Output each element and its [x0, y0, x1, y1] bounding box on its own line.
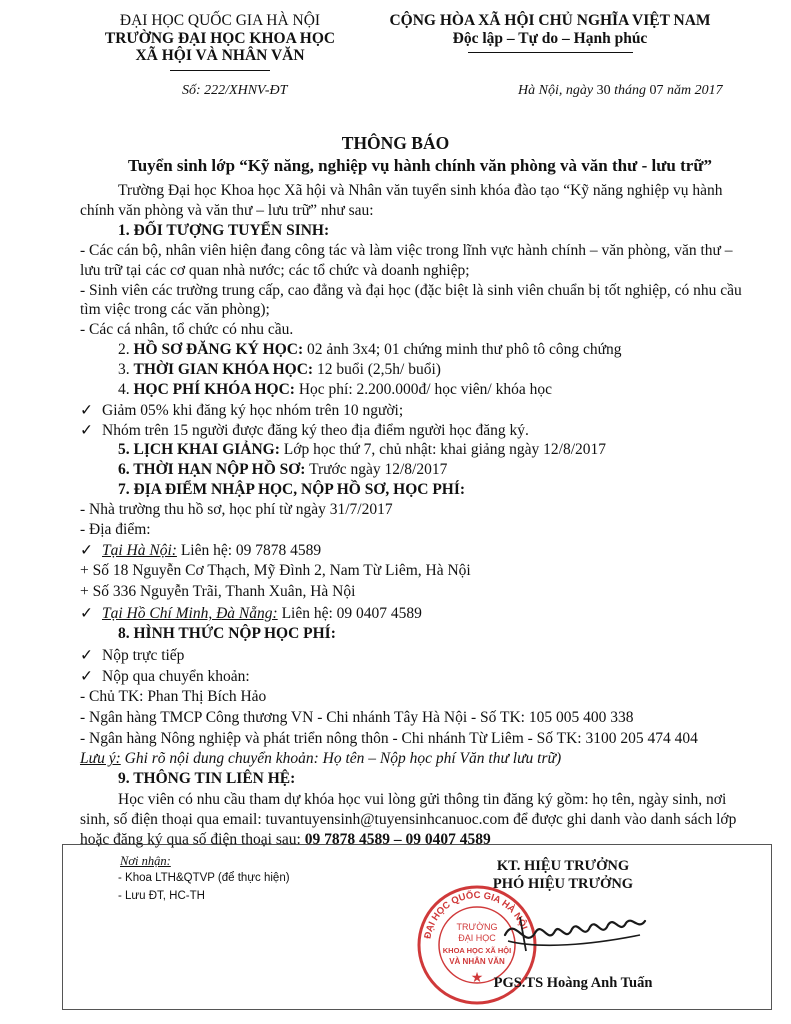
section-9-line-2: sinh, số điện thoại qua email: tuvantuyensinh@tuyensinhcanuoc.com để được ghi danh vào danh sách lớp — [80, 811, 737, 828]
date-day: 30 — [596, 83, 611, 98]
intro-line-1: Trường Đại học Khoa học Xã hội và Nhân văn tuyển sinh khóa đào tạo “Kỹ năng nghiệp vụ hành — [118, 182, 723, 199]
date-prefix: Hà Nội, ngày — [518, 83, 594, 98]
checkmark-icon: ✓ — [80, 605, 93, 622]
section-2-text: 02 ảnh 3x4; 01 chứng minh thư phô tô công chứng — [303, 341, 622, 358]
section-4-bullet-1-text: Giảm 05% khi đăng ký học nhóm trên 10 người; — [102, 402, 404, 419]
section-3-text: 12 buổi (2,5h/ buổi) — [313, 361, 441, 378]
section-9-line-3-text: hoặc đăng ký qua số điện thoại sau: — [80, 831, 305, 848]
section-3-heading: THỜI GIAN KHÓA HỌC: — [133, 361, 314, 378]
seal-line-3: KHOA HỌC XÃ HỘI — [442, 946, 512, 955]
section-5-text: Lớp học thứ 7, chủ nhật: khai giảng ngày 12/8/2017 — [279, 441, 607, 458]
date-month-label: tháng — [614, 83, 646, 98]
hcm-contact: Liên hệ: 09 0407 4589 — [277, 605, 422, 622]
checkmark-icon: ✓ — [80, 647, 93, 664]
section-1-line-4: tìm việc trong các văn phòng); — [80, 301, 270, 318]
recipients-label: Nơi nhận: — [120, 854, 171, 868]
section-8-bullet-1-text: Nộp trực tiếp — [102, 647, 185, 664]
section-8-bullet-2 — [80, 667, 250, 686]
section-4 — [118, 381, 552, 399]
recipient-1: - Khoa LTH&QTVP (để thực hiện) — [118, 872, 290, 884]
section-4-heading: HỌC PHÍ KHÓA HỌC: — [133, 381, 295, 398]
section-1-line-5: - Các cá nhân, tổ chức có nhu cầu. — [80, 321, 294, 338]
signature-title-2: PHÓ HIỆU TRƯỞNG — [492, 876, 634, 892]
section-9-heading: 9. THÔNG TIN LIÊN HỆ: — [118, 770, 296, 787]
seal-star-icon: ★ — [470, 969, 484, 985]
seal-line-1: TRƯỜNG — [456, 922, 498, 932]
section-5-heading: 5. LỊCH KHAI GIẢNG: — [118, 441, 280, 458]
section-6-text: Trước ngày 12/8/2017 — [305, 461, 448, 478]
seal-line-2: ĐẠI HỌC — [458, 933, 496, 943]
section-2 — [118, 341, 622, 359]
document-subtitle: Tuyển sinh lớp “Kỹ năng, nghiệp vụ hành chính văn phòng và văn thư - lưu trữ” — [127, 156, 713, 175]
section-7-hcm — [80, 604, 422, 623]
document-title: THÔNG BÁO — [341, 133, 450, 153]
signer-name: PGS.TS Hoàng Anh Tuấn — [493, 975, 653, 991]
section-8-line-1: - Chủ TK: Phan Thị Bích Hảo — [80, 688, 267, 705]
republic-name: CỘNG HÒA XÃ HỘI CHỦ NGHĨA VIỆT NAM — [389, 12, 711, 29]
section-1-line-3: - Sinh viên các trường trung cấp, cao đẳng và đại học (đặc biệt là sinh viên chuẩn bị tốt nghiệp, có nhu cầu — [80, 282, 742, 299]
section-8-line-2: - Ngân hàng TMCP Công thương VN - Chi nhánh Tây Hà Nội - Số TK: 105 005 400 338 — [80, 709, 634, 726]
section-4-number: 4. — [118, 381, 130, 398]
section-3-number: 3. — [118, 361, 130, 378]
section-1-line-1: - Các cán bộ, nhân viên hiện đang công tác và làm việc trong lĩnh vực hành chính – văn phòng, văn thư – — [80, 242, 733, 259]
section-3 — [118, 361, 441, 379]
document-number: Số: 222/XHNV-ĐT — [182, 83, 288, 98]
university-name-line1: TRƯỜNG ĐẠI HỌC KHOA HỌC — [104, 30, 336, 47]
section-8-bullet-1 — [80, 646, 184, 665]
section-8-heading: 8. HÌNH THỨC NỘP HỌC PHÍ: — [118, 625, 336, 642]
university-name-line2: XÃ HỘI VÀ NHÂN VĂN — [135, 47, 305, 64]
left-header-underline — [170, 70, 270, 71]
national-motto: Độc lập – Tự do – Hạnh phúc — [452, 30, 648, 47]
checkmark-icon: ✓ — [80, 668, 93, 685]
checkmark-icon: ✓ — [80, 402, 93, 419]
section-1-line-2: lưu trữ tại các cơ quan nhà nước; các tổ chức và doanh nghiệp; — [80, 262, 470, 279]
seal-line-4: VÀ NHÂN VĂN — [449, 957, 505, 966]
date-year: năm 2017 — [666, 83, 723, 98]
section-7-line-1: - Nhà trường thu hồ sơ, học phí từ ngày 31/7/2017 — [80, 501, 393, 518]
section-5 — [118, 441, 606, 459]
hcm-label: Tại Hồ Chí Minh, Đà Nẵng: — [102, 605, 278, 622]
section-7-address-2: + Số 336 Nguyễn Trãi, Thanh Xuân, Hà Nội — [80, 583, 356, 600]
ministry-name: ĐẠI HỌC QUỐC GIA HÀ NỘI — [119, 12, 321, 29]
date-month: 07 — [649, 83, 664, 98]
note-label: Lưu ý: — [80, 750, 121, 767]
intro-line-2: chính văn phòng và văn thư – lưu trữ” như sau: — [80, 202, 374, 219]
section-8-note — [80, 750, 561, 768]
right-header-underline — [468, 52, 633, 53]
section-6 — [118, 461, 447, 479]
section-7-line-2: - Địa điểm: — [80, 521, 151, 538]
seal-ring-text: ĐẠI HỌC QUỐC GIA HÀ NỘI — [422, 889, 530, 940]
checkmark-icon: ✓ — [80, 542, 93, 559]
section-4-bullet-2-text: Nhóm trên 15 người được đăng ký theo địa điểm người học đăng ký. — [102, 422, 529, 439]
contact-phones: 09 7878 4589 – 09 0407 4589 — [304, 831, 491, 848]
section-1-heading: 1. ĐỐI TƯỢNG TUYỂN SINH: — [118, 222, 330, 239]
section-4-bullet-2 — [80, 421, 529, 440]
section-4-bullet-1 — [80, 401, 403, 420]
handwritten-signature — [500, 905, 650, 965]
section-2-heading: HỒ SƠ ĐĂNG KÝ HỌC: — [133, 341, 304, 358]
section-2-number: 2. — [118, 341, 130, 358]
section-7-hanoi — [80, 541, 321, 560]
section-7-address-1: + Số 18 Nguyễn Cơ Thạch, Mỹ Đình 2, Nam Từ Liêm, Hà Nội — [80, 562, 471, 579]
section-8-bullet-2-text: Nộp qua chuyển khoản: — [102, 668, 250, 685]
hanoi-label: Tại Hà Nội: — [102, 542, 177, 559]
hanoi-contact: Liên hệ: 09 7878 4589 — [176, 542, 322, 559]
section-8-line-3: - Ngân hàng Nông nghiệp và phát triển nông thôn - Chi nhánh Từ Liêm - Số TK: 3100 205 474 404 — [80, 730, 698, 747]
section-6-heading: 6. THỜI HẠN NỘP HỒ SƠ: — [118, 461, 306, 478]
checkmark-icon: ✓ — [80, 422, 93, 439]
document-date — [518, 83, 723, 99]
recipient-2: - Lưu ĐT, HC-TH — [118, 890, 205, 902]
note-text: Ghi rõ nội dung chuyển khoản: Họ tên – Nộp học phí Văn thư lưu trữ) — [120, 750, 562, 767]
section-7-heading: 7. ĐỊA ĐIỂM NHẬP HỌC, NỘP HỒ SƠ, HỌC PHÍ: — [118, 481, 466, 498]
section-4-text: Học phí: 2.200.000đ/ học viên/ khóa học — [294, 381, 552, 398]
signature-title-1: KT. HIỆU TRƯỞNG — [496, 858, 630, 874]
section-9-line-1: Học viên có nhu cầu tham dự khóa học vui lòng gửi thông tin đăng ký gồm: họ tên, ngày sinh, nơi — [118, 791, 727, 808]
